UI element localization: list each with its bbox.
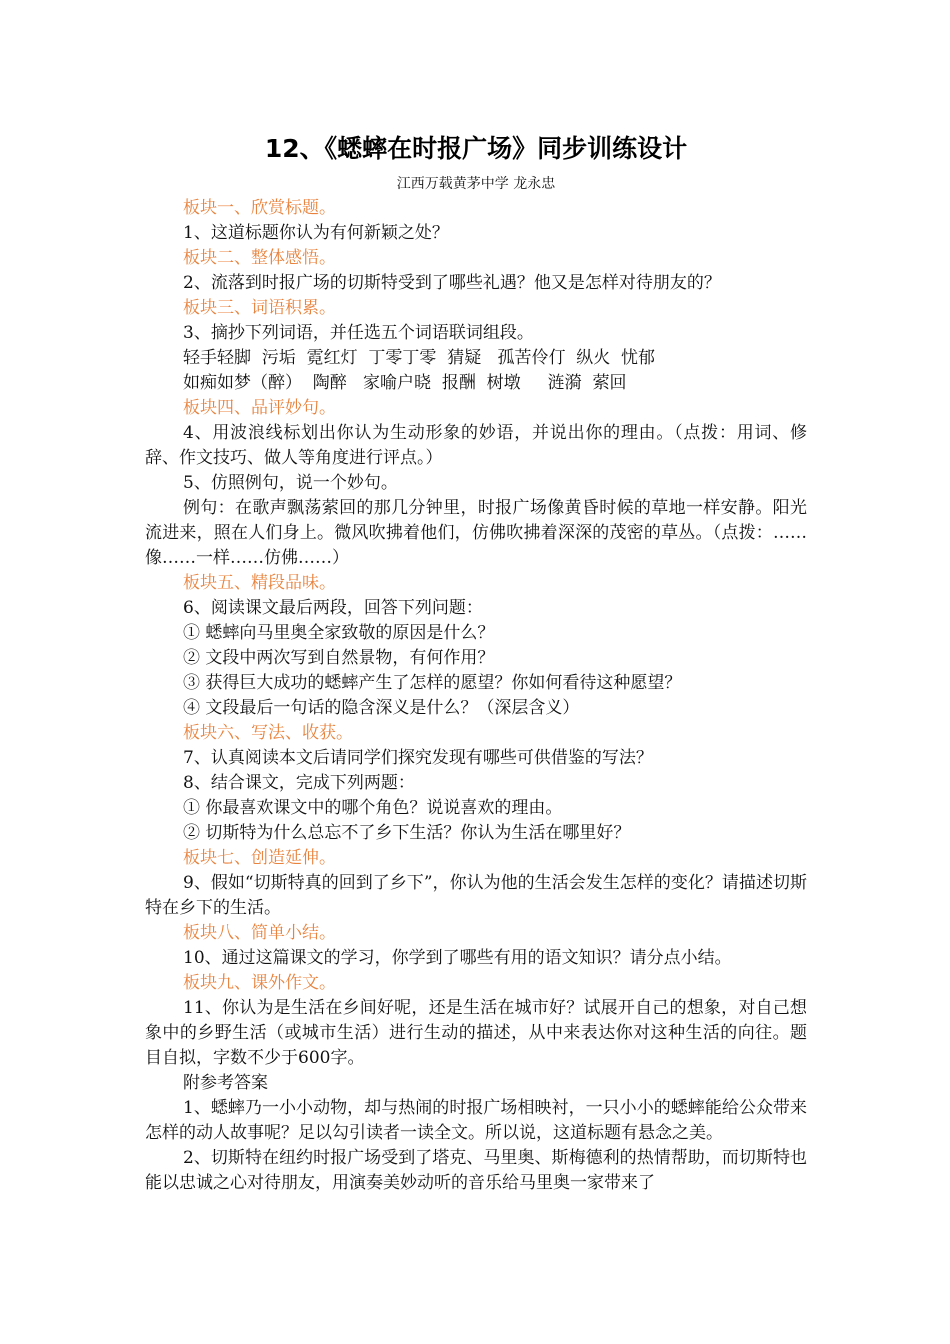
question-6-item-3: ③ 获得巨大成功的蟋蟀产生了怎样的愿望？你如何看待这种愿望？ [183,673,682,693]
section-heading-6: 板块六、写法、收获。 [183,723,353,743]
question-10: 10、通过这篇课文的学习，你学到了哪些有用的语文知识？请分点小结。 [183,948,732,968]
answer-1: 1、蟋蟀乃一小小动物，却与热闹的时报广场相映衬，一只小小的蟋蟀能给公众带来怎样的动人故事呢？足以勾引读者一读全文。所以说，这道标题有悬念之美。 [145,1098,807,1143]
section-heading-1: 板块一、欣赏标题。 [183,198,336,218]
section-heading-4: 板块四、品评妙句。 [183,398,336,418]
section-heading-8: 板块八、简单小结。 [183,923,336,943]
answers-heading: 附参考答案 [183,1073,268,1093]
question-8-item-1: ① 你最喜欢课文中的哪个角色？说说喜欢的理由。 [183,798,563,818]
document-title: 12、《蟋蟀在时报广场》同步训练设计 [264,134,688,163]
section-heading-3: 板块三、词语积累。 [183,298,336,318]
section-heading-7: 板块七、创造延伸。 [183,848,336,868]
question-11: 11、你认为是生活在乡间好呢，还是生活在城市好？试展开自己的想象，对自己想象中的乡野生活（或城市生活）进行生动的描述，从中来表达你对这种生活的向往。题目自拟，字数不少于600字。 [145,998,807,1068]
example-sentence: 例句：在歌声飘荡萦回的那几分钟里，时报广场像黄昏时候的草地一样安静。阳光流进来，照在人们身上。微风吹拂着他们，仿佛吹拂着深深的茂密的草丛。（点拨：……像……一样……仿佛……） [145,498,807,568]
section-heading-9: 板块九、课外作文。 [183,973,336,993]
question-7: 7、认真阅读本文后请同学们探究发现有哪些可供借鉴的写法？ [183,748,653,768]
section-heading-2: 板块二、整体感悟。 [183,248,336,268]
author-line: 江西万载黄茅中学 龙永忠 [396,176,556,192]
word-list-line-1: 轻手轻脚 污垢 霓红灯 丁零丁零 猜疑 孤苦伶仃 纵火 忧郁 [183,348,656,368]
word-list-line-2: 如痴如梦（醉） 陶醉 家喻户晓 报酬 树墩 涟漪 萦回 [183,373,627,393]
answer-2: 2、切斯特在纽约时报广场受到了塔克、马里奥、斯梅德利的热情帮助，而切斯特也能以忠诚之心对待朋友，用演奏美妙动听的音乐给马里奥一家带来了 [145,1148,807,1193]
question-6: 6、阅读课文最后两段，回答下列问题： [183,598,483,618]
question-8-item-2: ② 切斯特为什么总忘不了乡下生活？你认为生活在哪里好？ [183,823,631,843]
question-6-item-2: ② 文段中两次写到自然景物，有何作用？ [183,648,495,668]
document-page [145,128,807,1196]
question-5: 5、仿照例句，说一个妙句。 [183,473,398,493]
question-2: 2、流落到时报广场的切斯特受到了哪些礼遇？他又是怎样对待朋友的？ [183,273,721,293]
question-4: 4、用波浪线标划出你认为生动形象的妙语，并说出你的理由。（点拨：用词、修辞、作文技巧、做人等角度进行评点。） [145,423,807,468]
section-heading-5: 板块五、精段品味。 [183,573,336,593]
question-8: 8、结合课文，完成下列两题： [183,773,415,793]
question-6-item-4: ④ 文段最后一句话的隐含深义是什么？（深层含义） [183,698,580,718]
question-1: 1、这道标题你认为有何新颖之处？ [183,223,449,243]
question-9: 9、假如“切斯特真的回到了乡下”，你认为他的生活会发生怎样的变化？请描述切斯特在乡下的生活。 [145,873,807,918]
question-6-item-1: ① 蟋蟀向马里奥全家致敬的原因是什么？ [183,623,495,643]
question-3: 3、摘抄下列词语，并任选五个词语联词组段。 [183,323,534,343]
